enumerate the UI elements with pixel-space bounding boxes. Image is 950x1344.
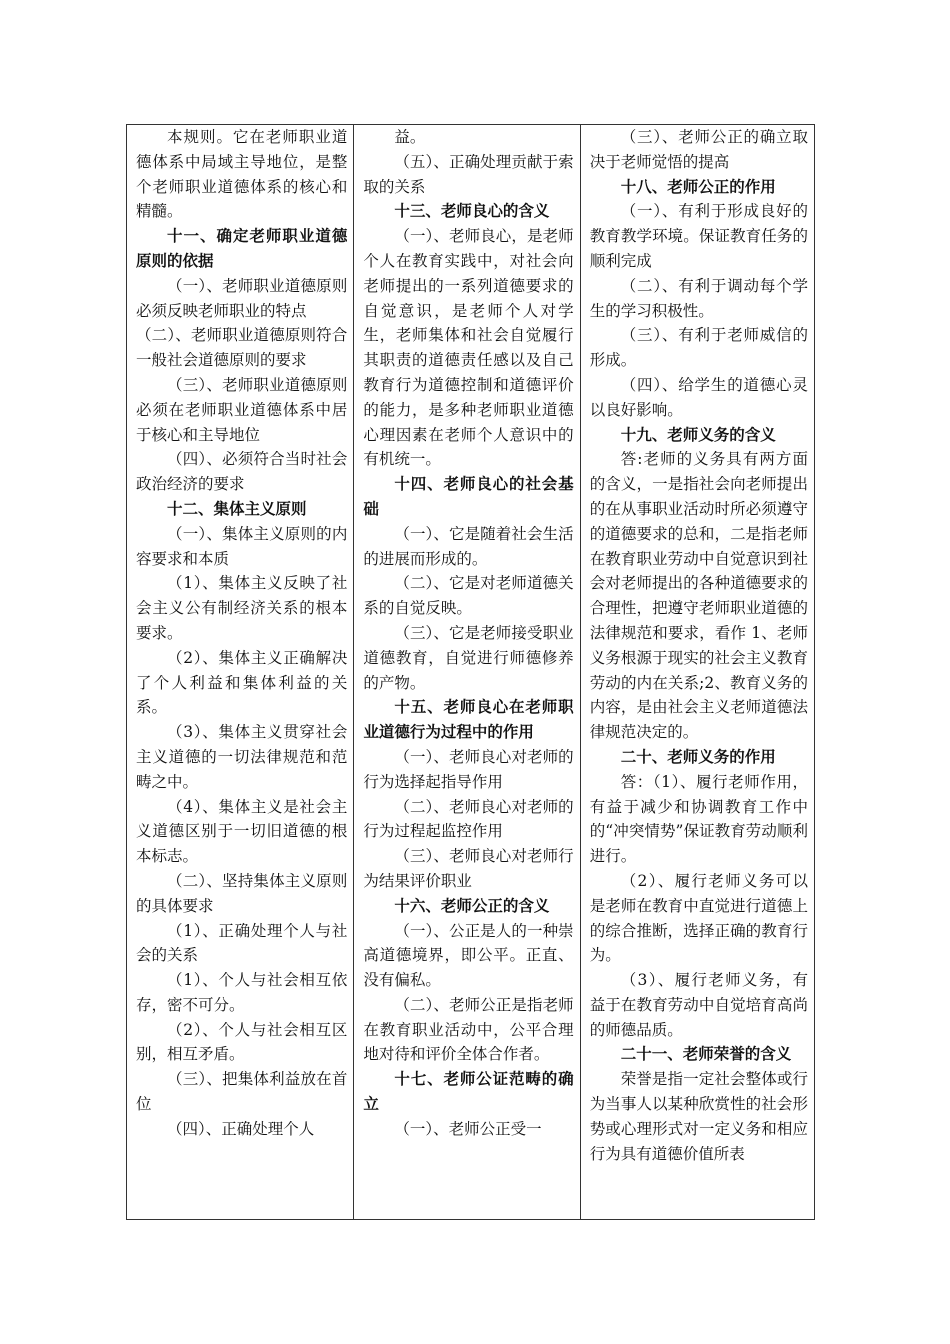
column-2 <box>353 125 579 1219</box>
paragraph: （一）、老师职业道德原则必须反映老师职业的特点 <box>136 276 348 320</box>
paragraph: （2）、个人与社会相互区别，相互矛盾。 <box>136 1020 348 1064</box>
paragraph: （三）、把集体利益放在首位 <box>136 1070 348 1114</box>
paragraph: （一）、老师良心，是老师个人在教育实践中，对社会向老师提出的一系列道德要求的自觉意识，是老师个人对学生，老师集体和社会自觉履行其职责的道德责任感以及自己教育行为道德控制和道德评价的能力，是多种老师职业道德心理因素在老师个人意识中的有机统一。 <box>363 227 574 469</box>
paragraph: （1）、个人与社会相互依存，密不可分。 <box>136 971 348 1014</box>
paragraph: （三）、老师公正的确立取决于老师觉悟的提高 <box>589 128 808 171</box>
document-table <box>126 124 815 1220</box>
paragraph: （三）、它是老师接受职业道德教育，自觉进行师德修养的产物。 <box>363 623 574 692</box>
section-heading: 十八、老师公正的作用 <box>620 177 776 196</box>
column-3 <box>580 125 814 1219</box>
section-heading: 十四、老师良心的社会基础 <box>363 475 574 518</box>
paragraph: （四）、正确处理个人 <box>167 1119 315 1138</box>
paragraph: 本规则。它在老师职业道德体系中局域主导地位，是整个老师职业道德体系的核心和精髓。 <box>136 128 348 221</box>
paragraph: （五）、正确处理贡献于索取的关系 <box>363 152 574 196</box>
paragraph: （二）、它是对老师道德关系的自觉反映。 <box>363 574 574 618</box>
paragraph: （1）、集体主义反映了社会主义公有制经济关系的根本要求。 <box>136 574 348 642</box>
paragraph: （一）、老师良心对老师的行为选择起指导作用 <box>363 747 574 791</box>
section-heading: 二十、老师义务的作用 <box>620 747 776 766</box>
column-1 <box>127 125 353 1219</box>
paragraph: （四）、给学生的道德心灵以良好影响。 <box>589 375 808 419</box>
section-heading: 十三、老师良心的含义 <box>394 202 550 221</box>
paragraph: （二）、老师公正是指老师在教育职业活动中，公平合理地对待和评价全体合作者。 <box>363 995 574 1064</box>
section-heading: 十七、老师公证范畴的确立 <box>363 1070 574 1114</box>
paragraph: 答:老师的义务具有两方面的含义，一是指社会向老师提出的在从事职业活动时所必须遵守的道德要求的总和，二是指老师在教育职业劳动中自觉意识到社会对老师提出的各种道德要求的合理性，把遵守老师职业道德的法律规范和要求，看作 1、老师义务根源于现实的社会主义教育劳动的内在关系;2、教育义务的内容，是由社会主义老师道德法律规范决定的。 <box>589 450 808 742</box>
section-heading: 二十一、老师荣誉的含义 <box>620 1045 792 1064</box>
paragraph: （一）、它是随着社会生活的进展而形成的。 <box>363 524 574 568</box>
paragraph: 荣誉是指一定社会整体或行为当事人以某种欣赏性的社会形势或心理形式对一定义务和相应行为具有道德价值所表 <box>589 1070 808 1163</box>
paragraph: （三）、老师良心对老师行为结果评价职业 <box>363 847 574 890</box>
paragraph: （一）、公正是人的一种崇高道德境界，即公平。正直、没有偏私。 <box>363 921 574 990</box>
section-heading: 十一、确定老师职业道德原则的依据 <box>136 227 348 270</box>
section-heading: 十二、集体主义原则 <box>167 499 307 518</box>
section-heading: 十五、老师良心在老师职业道德行为过程中的作用 <box>363 698 574 742</box>
paragraph: （三）、有利于老师威信的形成。 <box>589 326 808 370</box>
paragraph: （二）、坚持集体主义原则的具体要求 <box>136 871 348 915</box>
paragraph: （3）、履行老师义务，有益于在教育劳动中自觉培育高尚的师德品质。 <box>589 971 808 1039</box>
paragraph: （三）、老师职业道德原则必须在老师职业道德体系中居于核心和主导地位 <box>136 375 348 444</box>
paragraph: 答：（1）、履行老师作用，有益于减少和协调教育工作中的“冲突情势”保证教育劳动顺利进行。 <box>589 772 808 866</box>
paragraph: （3）、集体主义贯穿社会主义道德的一切法律规范和范畴之中。 <box>136 723 348 791</box>
paragraph: （二）、老师良心对老师的行为过程起监控作用 <box>363 797 574 841</box>
section-heading: 十九、老师义务的含义 <box>620 425 776 444</box>
paragraph: （四）、必须符合当时社会政治经济的要求 <box>136 450 348 494</box>
paragraph: （一）、有利于形成良好的教育教学环境。保证教育任务的顺利完成 <box>589 202 808 270</box>
paragraph: （4）、集体主义是社会主义道德区别于一切旧道德的根本标志。 <box>136 797 348 866</box>
paragraph: （2）、集体主义正确解决了个人利益和集体利益的关系。 <box>136 648 348 717</box>
paragraph: （二）、有利于调动每个学生的学习积极性。 <box>589 276 808 320</box>
paragraph: （一）、老师公正受一 <box>394 1119 542 1138</box>
paragraph: （二）、老师职业道德原则符合一般社会道德原则的要求 <box>136 326 348 370</box>
paragraph: （一）、集体主义原则的内容要求和本质 <box>136 524 348 568</box>
paragraph: 益。 <box>394 128 426 146</box>
paragraph: （2）、履行老师义务可以是老师在教育中直觉进行道德上的综合推断，选择正确的教育行为。 <box>589 871 808 965</box>
paragraph: （1）、正确处理个人与社会的关系 <box>136 921 348 965</box>
section-heading: 十六、老师公正的含义 <box>394 896 550 915</box>
